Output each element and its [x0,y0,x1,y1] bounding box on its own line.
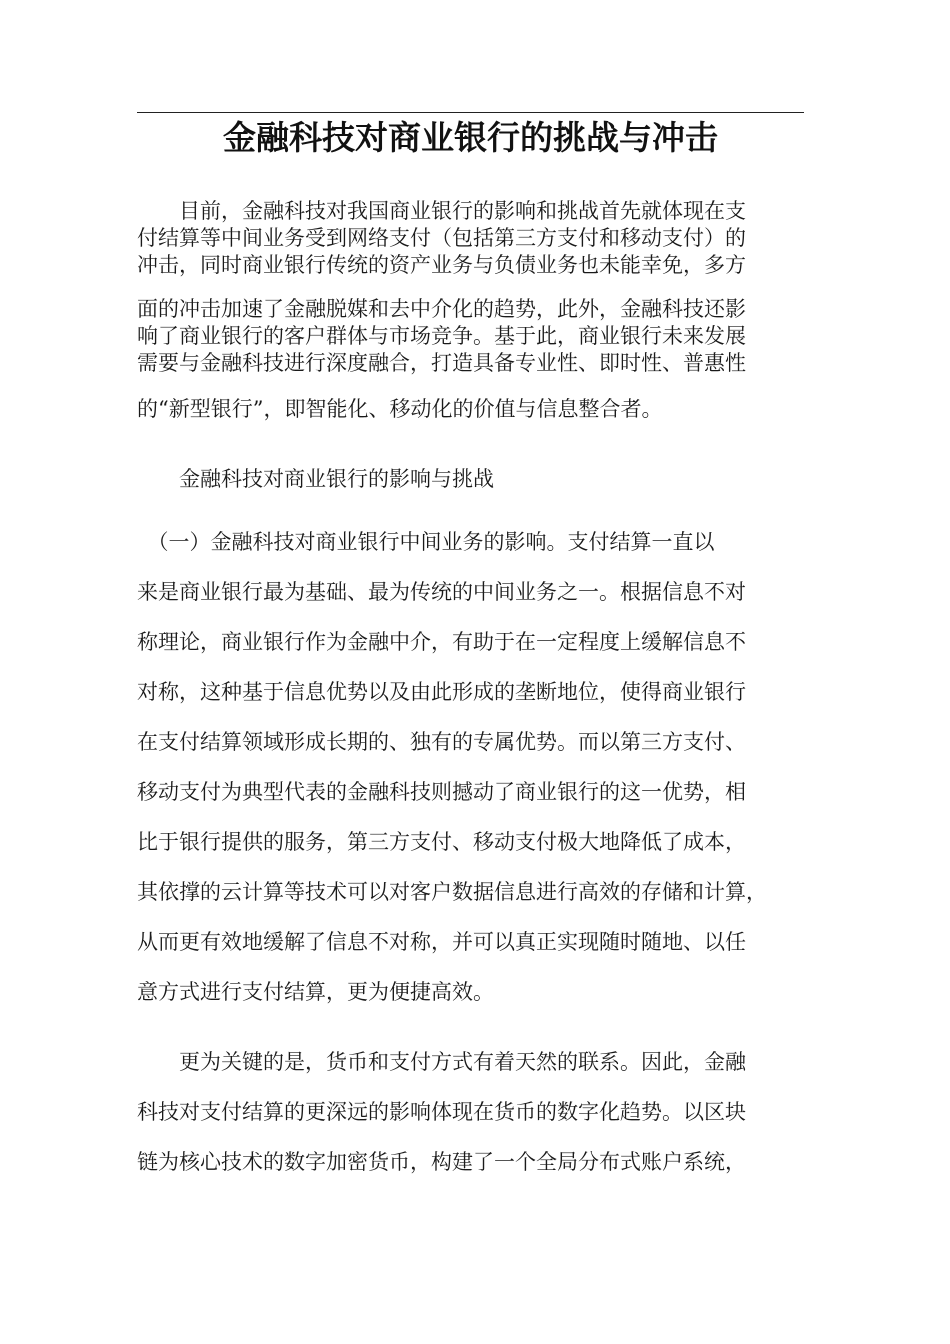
text-line: 响了商业银行的客户群体与市场竞争。基于此，商业银行未来发展 [137,324,746,348]
text-line: 更为关键的是，货币和支付方式有着天然的联系。因此，金融 [137,1050,746,1074]
intro-paragraph-part-1 [137,198,804,279]
section-1-paragraph [137,517,804,1017]
intro-paragraph-part-3 [137,396,804,423]
text-line: 冲击，同时商业银行传统的资产业务与负债业务也未能幸免，多方 [137,253,746,277]
text-line: 的“新型银行”，即智能化、移动化的价值与信息整合者。 [137,397,663,421]
section-heading: 金融科技对商业银行的影响与挑战 [137,467,494,491]
document-title: 金融科技对商业银行的挑战与冲击 [223,118,718,157]
text-line: 目前，金融科技对我国商业银行的影响和挑战首先就体现在支 [137,199,746,223]
text-line: 意方式进行支付结算，更为便捷高效。 [137,980,494,1004]
text-line: 称理论，商业银行作为金融中介，有助于在一定程度上缓解信息不 [137,630,746,654]
text-line: 科技对支付结算的更深远的影响体现在货币的数字化趋势。以区块 [137,1100,746,1124]
text-line: 需要与金融科技进行深度融合，打造具备专业性、即时性、普惠性 [137,351,746,375]
text-line: 链为核心技术的数字加密货币，构建了一个全局分布式账户系统， [137,1150,746,1174]
text-line: 对称，这种基于信息优势以及由此形成的垄断地位，使得商业银行 [137,680,746,704]
text-line: 比于银行提供的服务，第三方支付、移动支付极大地降低了成本， [137,830,746,854]
text-line: （一）金融科技对商业银行中间业务的影响。支付结算一直以 [137,530,715,554]
text-line: 面的冲击加速了金融脱媒和去中介化的趋势，此外，金融科技还影 [137,297,746,321]
text-line: 移动支付为典型代表的金融科技则撼动了商业银行的这一优势，相 [137,780,746,804]
text-line: 来是商业银行最为基础、最为传统的中间业务之一。根据信息不对 [137,580,746,604]
text-line: 付结算等中间业务受到网络支付（包括第三方支付和移动支付）的 [137,226,746,250]
header-rule [137,112,804,113]
text-line: 其依撑的云计算等技术可以对客户数据信息进行高效的存储和计算， [137,880,767,904]
text-line: 在支付结算领域形成长期的、独有的专属优势。而以第三方支付、 [137,730,746,754]
text-line: 从而更有效地缓解了信息不对称，并可以真正实现随时随地、以任 [137,930,746,954]
intro-paragraph-part-2 [137,296,804,377]
section-2-paragraph [137,1037,804,1187]
